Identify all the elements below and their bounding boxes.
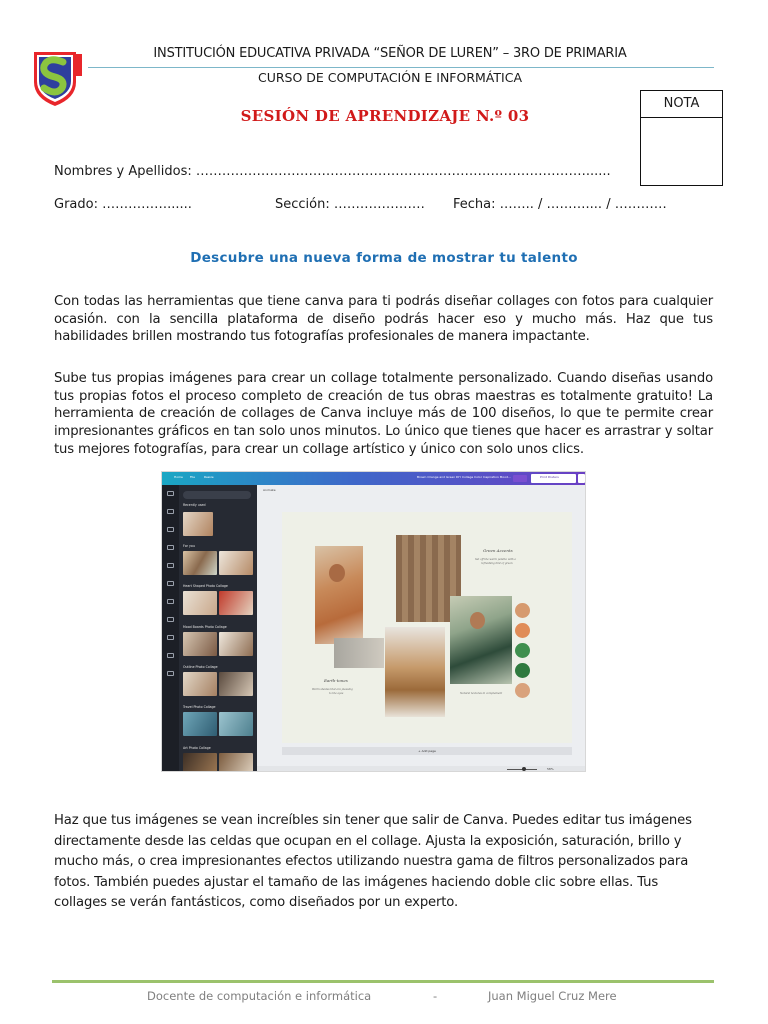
caption-green-sub: Set off the warm palette with a: [475, 558, 516, 561]
template-thumbnail[interactable]: [219, 551, 253, 575]
uploads-icon[interactable]: [167, 509, 174, 514]
panel-section-title: Art Photo Collage: [183, 746, 211, 750]
paragraph-1: Con todas las herramientas que tiene canva para ti podrás diseñar collages con fotos para cualquier ocasión. con la sencilla plataforma de diseño podrás hacer eso y mucho más. Haz que tus habilidades brillen mostrando tus fotografías profesionales de manera impactante.: [54, 294, 713, 345]
caption-natural: Natural textures in complement: [460, 692, 503, 695]
template-thumbnail[interactable]: [219, 672, 253, 696]
caption-earth-sub: Warm shades that are pleasing: [312, 688, 353, 691]
template-thumbnail[interactable]: [183, 712, 217, 736]
palette-swatch[interactable]: [515, 603, 530, 618]
animate-button[interactable]: Animate: [263, 488, 276, 492]
date-field: Fecha: …….. / ……….... / …………: [453, 197, 667, 212]
zoom-slider-knob[interactable]: [522, 767, 526, 771]
palette-swatch[interactable]: [515, 643, 530, 658]
text-icon[interactable]: [167, 563, 174, 568]
section-field: Sección: …………………: [275, 197, 425, 212]
panel-section-title: Heart Shaped Photo Collage: [183, 584, 228, 588]
template-thumbnail[interactable]: [219, 753, 253, 772]
panel-section-title: Mood Boards Photo Collage: [183, 625, 227, 629]
footer-teacher-role: Docente de computación e informática: [147, 989, 372, 1003]
caption-earth-title: Earth-tones: [324, 678, 348, 683]
caption-green-sub: refreshing hint of green: [481, 562, 513, 565]
photo-texture[interactable]: [334, 638, 384, 668]
caption-green-title: Green Accents: [483, 548, 513, 553]
template-thumbnail[interactable]: [183, 672, 217, 696]
paragraph-3: Haz que tus imágenes se vean increíbles sin tener que salir de Canva. Puedes editar tus imágenes directamente desde las celdas que ocupan en el collage. Ajusta la exposición, saturación, brillo y mucho más, o crea impresionantes efectos utilizando nuestra gama de filtros personalizados para fotos. También puedes ajustar el tamaño de las imágenes haciendo doble clic sobre ellas. Tus collages se verán fantásticos, como diseñados por un experto.: [54, 813, 692, 910]
template-thumbnail[interactable]: [219, 632, 253, 656]
grade-field: Grado: ……………......: [54, 197, 192, 212]
audio-icon[interactable]: [167, 599, 174, 604]
add-page-button[interactable]: + Add page: [282, 747, 572, 755]
caption-earth-sub: to the eyes: [329, 692, 344, 695]
canva-topbar: [162, 472, 586, 485]
palette-swatch[interactable]: [515, 683, 530, 698]
styles-icon[interactable]: [167, 581, 174, 586]
panel-section-title: Outline Photo Collage: [183, 665, 218, 669]
palette-swatch[interactable]: [515, 623, 530, 638]
background-icon[interactable]: [167, 635, 174, 640]
canva-doc-title: Brown Orange and Green DIY Collage Color Inspiration Mood...: [417, 475, 511, 479]
canva-more-button[interactable]: [578, 474, 585, 483]
canva-bottom-bar: [257, 766, 586, 772]
template-thumbnail[interactable]: [183, 551, 217, 575]
footer-teacher-name: Juan Miguel Cruz Mere: [488, 989, 617, 1003]
zoom-level: 58%: [547, 767, 554, 771]
grade-box-label: NOTA: [641, 91, 722, 118]
canva-resize-menu[interactable]: Resize: [204, 475, 214, 479]
grade-box: [640, 90, 723, 186]
footer-divider: [52, 980, 714, 983]
palette-swatch[interactable]: [515, 663, 530, 678]
panel-section-title: For you: [183, 544, 195, 548]
template-thumbnail[interactable]: [219, 591, 253, 615]
templates-icon[interactable]: [167, 491, 174, 496]
course-name: CURSO DE COMPUTACIÓN E INFORMÁTICA: [257, 70, 522, 85]
panel-section-title: Recently used: [183, 503, 206, 507]
photo-woman-hat[interactable]: [315, 546, 363, 644]
canva-screenshot: [161, 471, 586, 772]
canva-home-link[interactable]: Home: [174, 475, 183, 479]
videos-icon[interactable]: [167, 617, 174, 622]
paragraph-2: Sube tus propias imágenes para crear un collage totalmente personalizado. Cuando diseñas usando tus propias fotos el proceso completo de creación de tus obras maestras es totalmente gratuito! La herramienta de creación de collages de Canva incluye más de 100 diseños, lo que te permite crear impresionantes gráficos en tan solo unos minutos. Lo único que tienes que hacer es arrastrar y soltar tus mejores fotografías, para crear un collage artístico y único con solo unos clics.: [54, 371, 713, 457]
template-thumbnail[interactable]: [183, 632, 217, 656]
canva-print-label: Print Posters: [540, 475, 559, 479]
photo-woman-leaf[interactable]: [450, 596, 512, 684]
panel-section-title: Travel Photo Collage: [183, 705, 216, 709]
collage-canvas[interactable]: [282, 512, 572, 743]
canva-editor: [257, 485, 586, 772]
template-thumbnail[interactable]: [183, 591, 217, 615]
folders-icon[interactable]: [167, 653, 174, 658]
elements-icon[interactable]: [167, 545, 174, 550]
template-search-input[interactable]: [183, 491, 251, 499]
canva-templates-panel: [179, 485, 257, 772]
photos-icon[interactable]: [167, 527, 174, 532]
more-apps-icon[interactable]: [167, 671, 174, 676]
template-thumbnail[interactable]: [183, 512, 213, 536]
canva-share-button[interactable]: [513, 475, 527, 482]
name-field: Nombres y Apellidos: ………………………………………………………………………………......: [54, 164, 611, 179]
canva-side-rail: [162, 485, 179, 772]
session-title: SESIÓN DE APRENDIZAJE N.º 03: [240, 107, 530, 125]
school-logo: [28, 48, 84, 108]
template-thumbnail[interactable]: [183, 753, 217, 772]
footer-separator: -: [433, 989, 438, 1003]
section-subtitle: Descubre una nueva forma de mostrar tu talento: [190, 250, 578, 266]
canva-file-menu[interactable]: File: [190, 475, 196, 479]
face-shape: [329, 564, 345, 582]
face-shape: [470, 612, 485, 629]
header-divider: [88, 67, 714, 68]
photo-wicker-basket[interactable]: [385, 627, 445, 717]
template-thumbnail[interactable]: [219, 712, 253, 736]
institution-name: INSTITUCIÓN EDUCATIVA PRIVADA “SEÑOR DE LUREN” – 3RO DE PRIMARIA: [153, 46, 627, 61]
